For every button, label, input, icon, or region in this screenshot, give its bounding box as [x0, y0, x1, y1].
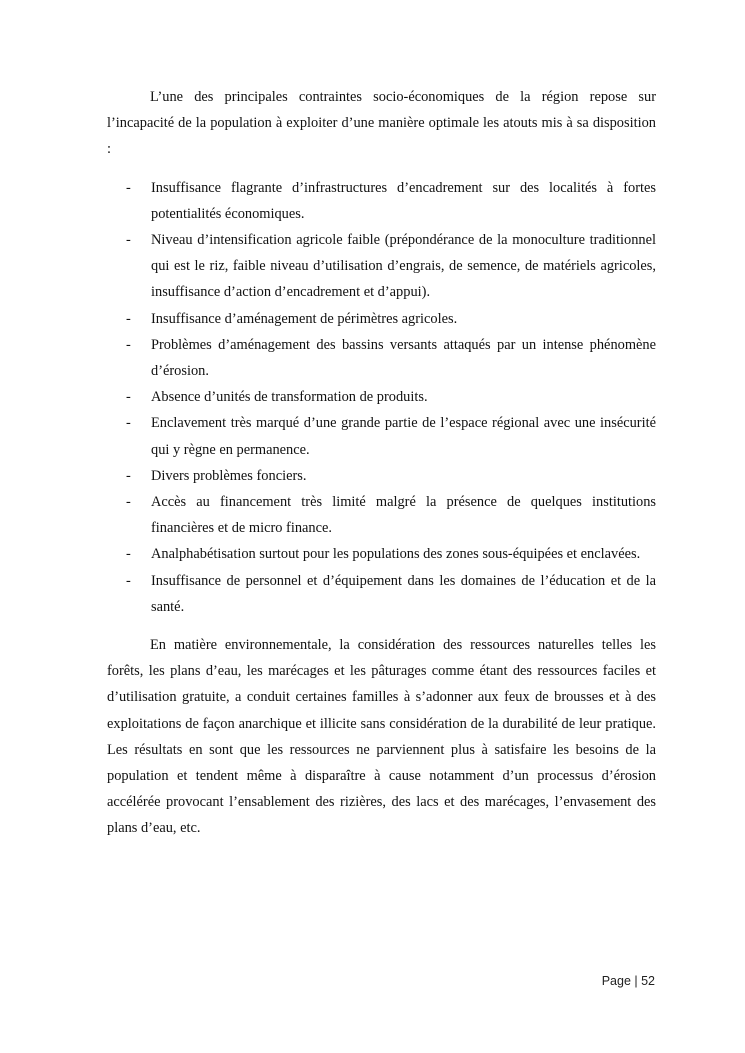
bullet-dash: - — [126, 232, 131, 249]
list-item — [107, 410, 656, 462]
list-item — [107, 541, 656, 567]
bullet-dash: - — [126, 389, 131, 406]
bullet-dash: - — [126, 494, 131, 511]
list-item-text: Enclavement très marqué d’une grande partie de l’espace régional avec une insécurité qui y règne en permanence. — [151, 415, 656, 458]
bullet-dash: - — [126, 572, 131, 589]
bullet-dash: - — [126, 179, 131, 196]
bullet-dash: - — [126, 467, 131, 484]
document-body — [107, 84, 656, 842]
bullet-dash: - — [126, 415, 131, 432]
list-item-text: Insuffisance d’aménagement de périmètres agricoles. — [151, 310, 458, 327]
list-item — [107, 489, 656, 541]
list-item-text: Accès au financement très limité malgré la présence de quelques institutions financières et de micro finance. — [151, 494, 656, 537]
list-item — [107, 306, 656, 332]
list-item-text: Insuffisance flagrante d’infrastructures d’encadrement sur des localités à fortes potentialités économiques. — [151, 179, 656, 222]
page-number-footer: Page | 52 — [601, 974, 655, 988]
bullet-dash: - — [126, 336, 131, 353]
list-item-text: Insuffisance de personnel et d’équipement dans les domaines de l’éducation et de la santé. — [151, 572, 656, 615]
list-item-text: Analphabétisation surtout pour les populations des zones sous-équipées et enclavées. — [151, 546, 641, 563]
bullet-dash: - — [126, 546, 131, 563]
environment-paragraph: En matière environnementale, la considération des ressources naturelles telles les forêts, les plans d’eau, les marécages et les pâturages comme étant des ressources faciles et d’utilisation gratuite, a conduit certaines familles à s’adonner aux feux de brousses et à des exploitations de façon anarchique et illicite sans considération de la durabilité de leur pratique. Les résultats en sont que les ressources ne parviennent plus à satisfaire les besoins de la population et tendent même à disparaître à cause notamment d’un processus d’érosion accélérée provocant l’ensablement des rizières, des lacs et des marécages, l’envasement des plans d’eau, etc. — [107, 637, 656, 837]
list-item — [107, 227, 656, 306]
list-item — [107, 568, 656, 620]
constraints-list — [107, 175, 656, 620]
list-item — [107, 384, 656, 410]
list-item — [107, 332, 656, 384]
list-item-text: Divers problèmes fonciers. — [151, 467, 307, 484]
list-item-text: Absence d’unités de transformation de produits. — [151, 389, 428, 406]
list-item-text: Problèmes d’aménagement des bassins versants attaqués par un intense phénomène d’érosion. — [151, 336, 656, 380]
intro-paragraph: L’une des principales contraintes socio-économiques de la région repose sur l’incapacité de la population à exploiter d’une manière optimale les atouts mis à sa disposition : — [107, 89, 656, 158]
list-item — [107, 175, 656, 227]
bullet-dash: - — [126, 310, 131, 327]
list-item — [107, 463, 656, 489]
list-item-text: Niveau d’intensification agricole faible (prépondérance de la monoculture traditionnel qui est le riz, faible niveau d’utilisation d’engrais, de semence, de matériels agricoles, insuffisance d’action d’encadrement et d’appui). — [151, 232, 656, 301]
